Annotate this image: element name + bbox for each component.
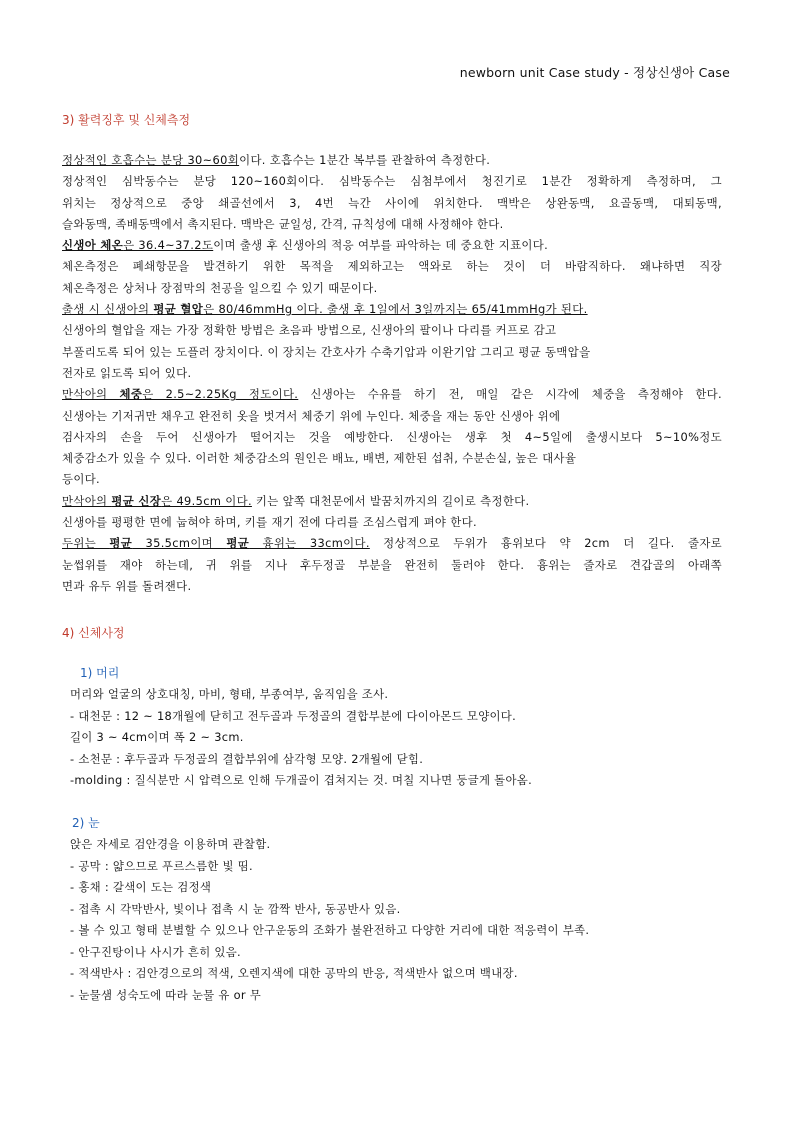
text-run: 신생아의 혈압을 재는 가장 정확한 방법은 초음파 방법으로, 신생아의 팔이나 다리를 커프로 감고	[62, 323, 557, 338]
paragraph-line	[62, 342, 722, 363]
paragraph-line	[62, 555, 722, 576]
text-run: 슬와동맥, 족배동맥에서 촉지된다. 맥박은 균일성, 간격, 규칙성에 대해 사정해야 한다.	[62, 216, 504, 231]
section-title-physical-assessment: 4) 신체사정	[62, 626, 125, 640]
paragraph-line	[62, 171, 722, 192]
text-run: 평균 혈압	[153, 302, 204, 317]
text-run: 신생아를 평평한 면에 눕혀야 하며, 키를 재기 전에 다리를 조심스럽게 펴야 한다.	[62, 515, 477, 530]
text-run: 등이다.	[62, 472, 101, 487]
list-item: - 소천문 : 후두골과 두정골의 결합부위에 삼각형 모양. 2개월에 닫힘.	[70, 751, 424, 766]
list-item: - 접촉 시 각막반사, 빛이나 접촉 시 눈 깜짝 반사, 동공반사 있음.	[70, 901, 401, 916]
list-item: - 볼 수 있고 형태 분별할 수 있으나 안구운동의 조화가 불완전하고 다양한 거리에 대한 적응력이 부족.	[70, 923, 590, 937]
text-run: 은 36.4~37.2도	[123, 238, 214, 253]
text-run: 만삭아의	[62, 493, 112, 508]
text-run: 출생 시 신생아의	[62, 302, 154, 317]
text-run: 정상적인 호흡수는 분당 30~60회	[62, 153, 240, 167]
text-run: 위치는 정상적으로 중앙 쇄골선에서 3, 4번 늑간 사이에 위치한다. 맥박은 상완동맥, 요골동맥, 대퇴동맥,	[62, 195, 722, 210]
text-run: 은 2.5~2.25Kg 정도이다.	[142, 387, 299, 402]
subsection-title-eye: 2) 눈	[72, 816, 100, 830]
subsection-title-head: 1) 머리	[80, 666, 120, 680]
text-run: 체온측정은 폐쇄항문을 발견하기 위한 목적을 제외하고는 액와로 하는 것이 더 바람직하다. 왜냐하면 직장	[62, 259, 722, 274]
text-run: 면과 유두 위를 돌려잰다.	[62, 578, 192, 593]
text-run: 신생아는 수유를 하기 전, 매일 같은 시각에 체중을 측정해야 한다.	[298, 387, 722, 402]
paragraph-line	[62, 235, 722, 256]
list-item: 길이 3 ~ 4cm이며 폭 2 ~ 3cm.	[70, 730, 244, 744]
text-run: 정상적으로 두위가 흉위보다 약 2cm 더 길다. 줄자로	[369, 536, 723, 551]
text-run: 은 49.5cm 이다.	[161, 493, 252, 508]
text-run: 눈썹위를 재야 하는데, 귀 위를 지나 후두정골 부분을 완전히 둘러야 한다. 흉위는 줄자로 견갑골의 아래쪽	[62, 557, 722, 572]
list-item: - 홍채 : 갈색이 도는 검정색	[70, 880, 212, 894]
paragraph-line	[62, 320, 722, 341]
text-run: 평균	[109, 536, 133, 551]
list-item: - 눈물샘 성숙도에 따라 눈물 유 or 무	[70, 987, 262, 1002]
paragraph-line	[62, 469, 722, 490]
paragraph-line	[62, 512, 722, 533]
text-run: 검사자의 손을 두어 신생아가 떨어지는 것을 예방한다. 신생아는 생후 첫 4~5일에 출생시보다 5~10%정도	[62, 429, 722, 444]
paragraph-line	[62, 299, 722, 320]
text-run: 두위는	[62, 536, 110, 551]
text-run: 평균 신장	[111, 493, 162, 508]
paragraph-line	[62, 214, 722, 235]
list-item: 머리와 얼굴의 상호대칭, 마비, 형태, 부종여부, 움직임을 조사.	[70, 687, 389, 701]
list-item: - 안구진탕이나 사시가 흔히 있음.	[70, 944, 241, 959]
text-run: 흉위는 33cm이다.	[249, 536, 370, 551]
paragraph-line	[62, 427, 722, 448]
head-assessment-list	[70, 684, 532, 792]
paragraph-line	[62, 491, 722, 512]
list-item: - 공막 : 얇으므로 푸르스름한 빛 띰.	[70, 858, 253, 873]
text-run: 키는 앞쪽 대천문에서 발꿈치까지의 길이로 측정한다.	[251, 493, 530, 508]
paragraph-line	[62, 533, 722, 554]
text-run: 체중	[119, 387, 143, 402]
text-run: 만삭아의	[62, 387, 120, 402]
document-header: newborn unit Case study - 정상신생아 Case	[459, 65, 730, 80]
list-item: 앉은 자세로 검안경을 이용하며 관찰함.	[70, 837, 271, 851]
text-run: 부풀리도록 되어 있는 도플러 장치이다. 이 장치는 간호사가 수축기압과 이완기압 그리고 평균 동맥압을	[62, 344, 591, 359]
paragraph-line	[62, 150, 722, 171]
list-item: - 대천문 : 12 ~ 18개월에 닫히고 전두골과 두정골의 결합부분에 다이아몬드 모양이다.	[70, 708, 517, 723]
text-run: 체온측정은 상처나 장점막의 천공을 일으킬 수 있기 때문이다.	[62, 280, 378, 295]
paragraph-line	[62, 193, 722, 214]
paragraph-line	[62, 256, 722, 277]
section-title-vital-signs: 3) 활력징후 및 신체측정	[62, 113, 191, 127]
paragraph-line	[62, 278, 722, 299]
text-run: 35.5cm이며	[132, 536, 227, 551]
text-run: 체중감소가 있을 수 있다. 이러한 체중감소의 원인은 배뇨, 배변, 제한된 섭취, 수분손실, 높은 대사율	[62, 451, 577, 466]
text-run: 신생아는 기저귀만 채우고 완전히 옷을 벗겨서 체중기 위에 누인다. 체중을 재는 동안 신생아 위에	[62, 408, 561, 423]
paragraph-line	[62, 384, 722, 405]
paragraph-line	[62, 406, 722, 427]
list-item: -molding : 질식분만 시 압력으로 인해 두개골이 겹쳐지는 것. 며칠 지나면 둥글게 돌아옴.	[70, 773, 533, 787]
text-run: 신생아 체온	[62, 238, 124, 253]
paragraph-line	[62, 448, 722, 469]
text-run: 은 80/46mmHg 이다. 출생 후 1일에서 3일까지는 65/41mmHg가 된다.	[203, 302, 588, 317]
list-item: - 적색반사 : 검안경으로의 적색, 오렌지색에 대한 공막의 반응, 적색반사 없으며 백내장.	[70, 966, 518, 980]
paragraph-line	[62, 363, 722, 384]
text-run: 이며 출생 후 신생아의 적응 여부를 파악하는 데 중요한 지표이다.	[213, 238, 549, 253]
paragraph-line	[62, 576, 722, 597]
text-run: 평균	[226, 536, 250, 551]
text-run: 이다. 호흡수는 1분간 복부를 관찰하여 측정한다.	[239, 153, 491, 167]
vital-signs-body	[62, 150, 722, 597]
eye-assessment-list	[70, 834, 589, 1006]
text-run: 정상적인 심박동수는 분당 120~160회이다. 심박동수는 심첨부에서 청진기로 1분간 정확하게 측정하며, 그	[62, 174, 722, 189]
text-run: 전자로 읽도록 되어 있다.	[62, 365, 192, 380]
